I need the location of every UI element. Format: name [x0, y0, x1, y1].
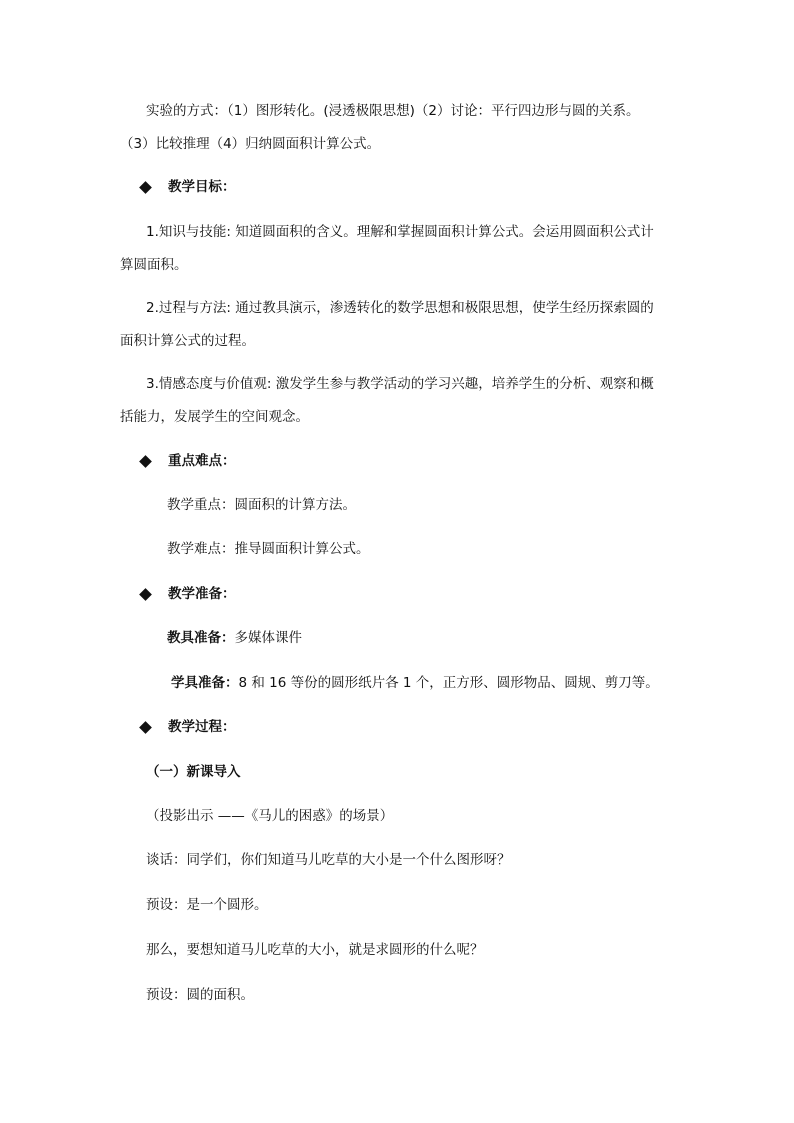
objective-2-line-2: 面积计算公式的过程。 — [120, 333, 255, 349]
follow-up-question: 那么，要想知道马儿吃草的大小，就是求圆形的什么呢？ — [146, 942, 484, 958]
teacher-prep-label: 教具准备： — [167, 630, 235, 646]
preparation-heading-text: 教学准备： — [168, 586, 236, 602]
teaching-focus: 教学重点：圆面积的计算方法。 — [167, 497, 356, 513]
objective-1-line-1: 1.知识与技能: 知道圆面积的含义。理解和掌握圆面积计算公式。会运用圆面积公式计 — [146, 224, 654, 240]
objective-2-line-1: 2.过程与方法: 通过教具演示，渗透转化的数学思想和极限思想，使学生经历探索圆的 — [146, 300, 654, 316]
preset-answer-2: 预设：圆的面积。 — [146, 987, 254, 1003]
process-heading — [138, 717, 236, 737]
teaching-difficulty: 教学难点：推导圆面积计算公式。 — [167, 541, 370, 557]
diamond-bullet-icon — [139, 455, 152, 468]
preset-answer-1: 预设：是一个圆形。 — [146, 897, 268, 913]
objective-1-line-2: 算圆面积。 — [120, 257, 188, 273]
teacher-talk: 谈话：同学们，你们知道马儿吃草的大小是一个什么图形呀？ — [146, 852, 511, 868]
student-prep-label: 学具准备： — [171, 675, 239, 691]
student-prep — [171, 673, 659, 693]
projection-note: （投影出示 ——《马儿的困惑》的场景） — [146, 808, 394, 824]
objectives-heading-text: 教学目标： — [168, 179, 236, 195]
student-prep-value: 8 和 16 等份的圆形纸片各 1 个，正方形、圆形物品、圆规、剪刀等。 — [238, 675, 659, 691]
teacher-prep — [167, 628, 302, 648]
key-points-heading — [138, 451, 236, 471]
method-line-2: （3）比较推理（4）归纳圆面积计算公式。 — [120, 136, 381, 152]
section-intro-heading: （一）新课导入 — [146, 764, 241, 780]
diamond-bullet-icon — [139, 181, 152, 194]
objective-3-line-2: 括能力，发展学生的空间观念。 — [120, 409, 309, 425]
preparation-heading — [138, 584, 236, 604]
key-points-heading-text: 重点难点： — [168, 453, 236, 469]
objective-3-line-1: 3.情感态度与价值观: 激发学生参与教学活动的学习兴趣，培养学生的分析、观察和概 — [146, 376, 654, 392]
process-heading-text: 教学过程： — [168, 719, 236, 735]
teacher-prep-value: 多媒体课件 — [234, 630, 302, 646]
method-line-1: 实验的方式：（1）图形转化。(浸透极限思想)（2）讨论：平行四边形与圆的关系。 — [146, 103, 640, 119]
diamond-bullet-icon — [139, 721, 152, 734]
diamond-bullet-icon — [139, 588, 152, 601]
objectives-heading — [138, 177, 236, 197]
